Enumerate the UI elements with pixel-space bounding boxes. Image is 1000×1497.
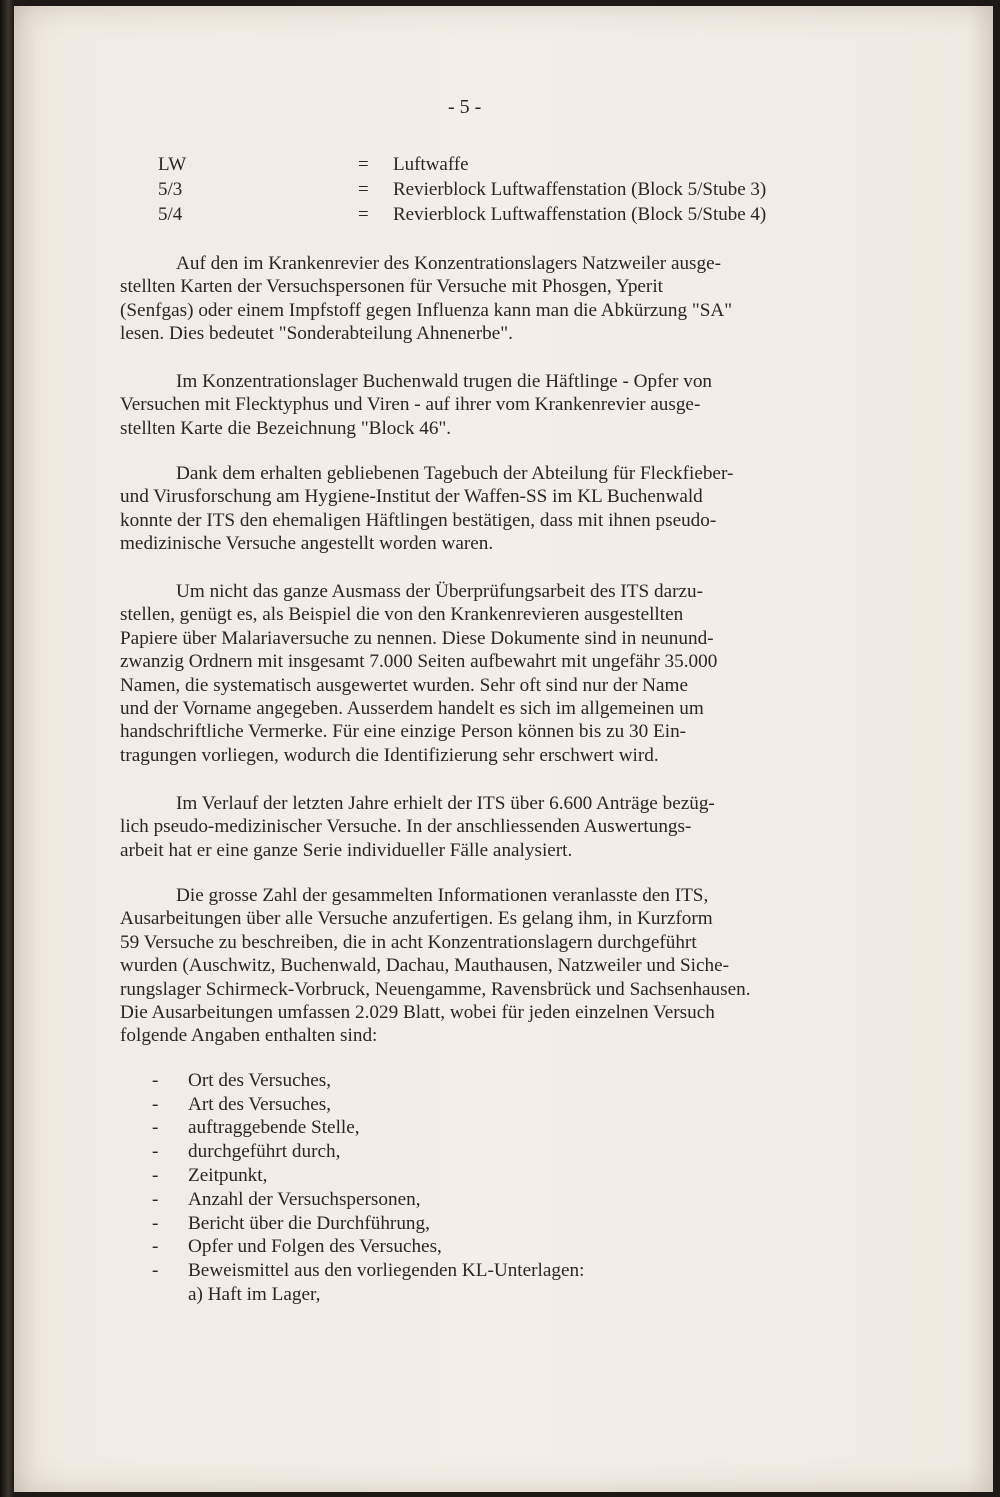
text-line: wurden (Auschwitz, Buchenwald, Dachau, Mauthausen, Natzweiler und Siche- xyxy=(120,955,730,977)
list-item xyxy=(152,1140,912,1164)
dash-marker: - xyxy=(152,1093,159,1115)
list-item xyxy=(152,1236,912,1260)
text-line: stellten Karte die Bezeichnung "Block 46". xyxy=(120,417,452,439)
text-line: folgende Angaben enthalten sind: xyxy=(120,1025,378,1047)
text-line: und der Vorname angegeben. Ausserdem handelt es sich im allgemeinen um xyxy=(120,698,704,720)
text-line: Namen, die systematisch ausgewertet wurden. Sehr oft sind nur der Name xyxy=(120,674,688,696)
list-item-text: Ort des Versuches, xyxy=(188,1069,331,1091)
text-line: Im Verlauf der letzten Jahre erhielt der ITS über 6.600 Anträge bezüg- xyxy=(176,793,715,814)
paragraph-malaria xyxy=(120,580,946,767)
text-line: Papiere über Malariaversuche zu nennen. Diese Dokumente sind in neunund- xyxy=(120,627,714,649)
list-item xyxy=(152,1069,912,1093)
list-item-text: auftraggebende Stelle, xyxy=(188,1117,360,1139)
abbreviation-meaning: Revierblock Luftwaffenstation (Block 5/Stube 4) xyxy=(393,203,767,225)
abbreviation-row xyxy=(158,202,938,227)
page-number: - 5 - xyxy=(448,96,482,118)
paragraph-tagebuch xyxy=(120,462,946,556)
text-line: Ausarbeitungen über alle Versuche anzufertigen. Es gelang ihm, in Kurzform xyxy=(120,908,713,930)
list-item xyxy=(152,1117,912,1141)
dash-marker: - xyxy=(152,1212,159,1234)
text-line: konnte der ITS den ehemaligen Häftlingen bestätigen, dass mit ihnen pseudo- xyxy=(120,509,717,531)
abbreviation-code: 5/4 xyxy=(158,203,183,225)
list-subitem-text: a) Haft im Lager, xyxy=(188,1284,321,1306)
list-item-text: Art des Versuches, xyxy=(188,1093,331,1115)
text-line: Die Ausarbeitungen umfassen 2.029 Blatt, wobei für jeden einzelnen Versuch xyxy=(120,1002,715,1024)
list-item-text: durchgeführt durch, xyxy=(188,1141,341,1163)
list-item xyxy=(152,1259,912,1283)
dash-marker: - xyxy=(152,1260,159,1282)
text-line: Im Konzentrationslager Buchenwald trugen die Häftlinge - Opfer von xyxy=(176,371,713,392)
dash-marker: - xyxy=(152,1165,159,1187)
abbreviation-row xyxy=(158,152,938,177)
text-line: Die grosse Zahl der gesammelten Informationen veranlasste den ITS, xyxy=(176,885,709,906)
text-line: medizinische Versuche angestellt worden waren. xyxy=(120,533,494,555)
paragraph-buchenwald xyxy=(120,370,946,440)
text-line: tragungen vorliegen, wodurch die Identifizierung sehr erschwert wird. xyxy=(120,744,659,766)
text-line: lich pseudo-medizinischer Versuche. In der anschliessenden Auswertungs- xyxy=(120,816,692,838)
equals-sign: = xyxy=(358,178,369,200)
paragraph-antraege xyxy=(120,792,946,862)
text-line: handschriftliche Vermerke. Für eine einzige Person können bis zu 30 Ein- xyxy=(120,721,687,743)
dash-marker: - xyxy=(152,1117,159,1139)
page-binding-edge xyxy=(0,0,14,1497)
text-line: zwanzig Ordnern mit insgesamt 7.000 Seiten aufbewahrt mit ungefähr 35.000 xyxy=(120,651,718,673)
list-item-text: Anzahl der Versuchspersonen, xyxy=(188,1188,421,1210)
paragraph-ausarbeitungen xyxy=(120,884,946,1048)
dash-marker: - xyxy=(152,1236,159,1258)
list-item xyxy=(152,1164,912,1188)
list-item xyxy=(152,1188,912,1212)
text-line: lesen. Dies bedeutet "Sonderabteilung Ahnenerbe". xyxy=(120,323,513,345)
text-line: Versuchen mit Flecktyphus und Viren - auf ihrer vom Krankenrevier ausge- xyxy=(120,394,701,416)
dash-marker: - xyxy=(152,1069,159,1091)
abbreviation-row xyxy=(158,177,938,202)
abbreviation-table xyxy=(158,152,938,227)
abbreviation-meaning: Luftwaffe xyxy=(393,153,469,175)
paragraph-natzweiler xyxy=(120,252,946,346)
list-subitem xyxy=(152,1283,912,1307)
list-item-text: Bericht über die Durchführung, xyxy=(188,1212,430,1234)
text-line: Dank dem erhalten gebliebenen Tagebuch der Abteilung für Fleckfieber- xyxy=(176,463,734,484)
text-line: Um nicht das ganze Ausmass der Überprüfungsarbeit des ITS darzu- xyxy=(176,581,703,602)
equals-sign: = xyxy=(358,153,369,175)
text-line: 59 Versuche zu beschreiben, die in acht Konzentrationslagern durchgeführt xyxy=(120,931,697,953)
text-line: arbeit hat er eine ganze Serie individueller Fälle analysiert. xyxy=(120,839,573,861)
text-line: Auf den im Krankenrevier des Konzentrationslagers Natzweiler ausge- xyxy=(176,253,722,274)
list-item-text: Opfer und Folgen des Versuches, xyxy=(188,1236,442,1258)
list-item xyxy=(152,1212,912,1236)
text-line: stellen, genügt es, als Beispiel die von den Krankenrevieren ausgestellten xyxy=(120,604,684,626)
abbreviation-code: LW xyxy=(158,153,187,175)
equals-sign: = xyxy=(358,203,369,225)
dash-marker: - xyxy=(152,1141,159,1163)
list-item-text: Beweismittel aus den vorliegenden KL-Unterlagen: xyxy=(188,1260,585,1282)
dash-marker: - xyxy=(152,1188,159,1210)
details-list xyxy=(152,1069,912,1307)
text-line: und Virusforschung am Hygiene-Institut der Waffen-SS im KL Buchenwald xyxy=(120,486,703,508)
text-line: (Senfgas) oder einem Impfstoff gegen Influenza kann man die Abkürzung "SA" xyxy=(120,299,733,321)
list-item-text: Zeitpunkt, xyxy=(188,1165,268,1187)
text-line: stellten Karten der Versuchspersonen für Versuche mit Phosgen, Yperit xyxy=(120,276,663,298)
abbreviation-meaning: Revierblock Luftwaffenstation (Block 5/Stube 3) xyxy=(393,178,767,200)
abbreviation-code: 5/3 xyxy=(158,178,183,200)
list-item xyxy=(152,1093,912,1117)
text-line: rungslager Schirmeck-Vorbruck, Neuengamme, Ravensbrück und Sachsenhausen. xyxy=(120,978,751,1000)
